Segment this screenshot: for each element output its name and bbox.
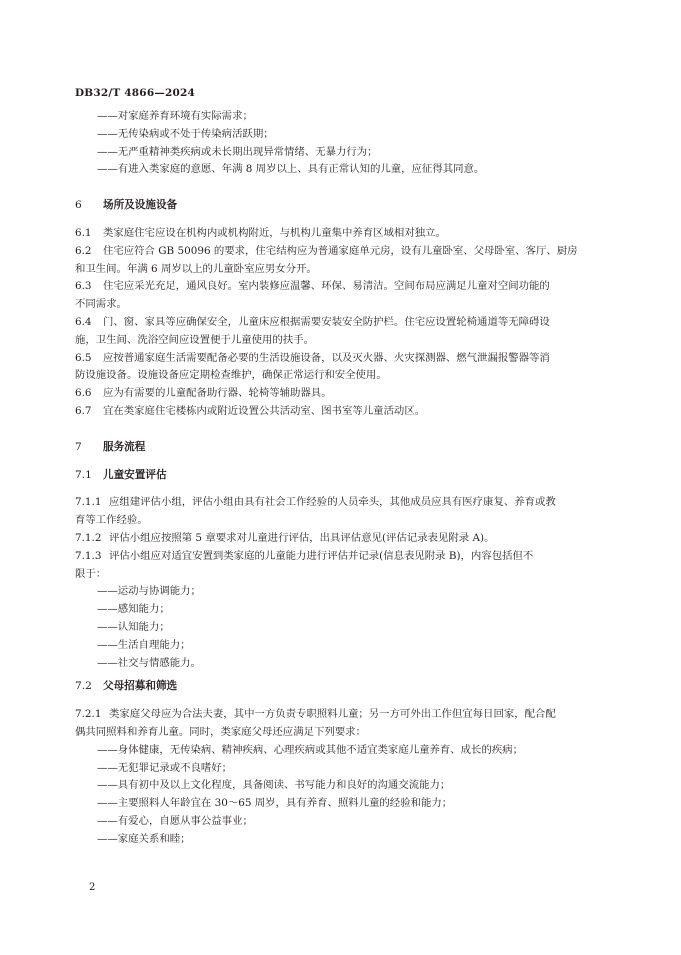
clause-6-6 (75, 385, 607, 403)
list-item: ——生活自理能力； (97, 638, 191, 651)
clause-text-cont: 不同需求。 (75, 298, 127, 311)
list-item: ——有进入类家庭的意愿、年满 8 周岁以上、具有正常认知的儿童，应征得其同意。 (97, 163, 485, 176)
subsection-number: 7.2 (75, 680, 92, 693)
clause-7-1-2 (75, 530, 607, 548)
clause-text-cont: 防设施设备。设施设备应定期检查维护，确保正常运行和安全使用。 (75, 369, 387, 382)
clause-number: 6.1 (75, 226, 92, 239)
clause-text: 应为有需要的儿童配备助行器、轮椅等辅助器具。 (103, 387, 332, 400)
clause-text: 类家庭父母应为合法夫妻，其中一方负责专职照料儿童；另一方可外出工作但宜每日回家，配合配 (109, 708, 556, 721)
subsection-title: 父母招募和筛选 (103, 680, 178, 693)
clause-number: 6.3 (75, 280, 92, 293)
clause-text-cont: 和卫生间。年满 6 周岁以上的儿童卧室应男女分开。 (75, 262, 317, 275)
clause-6-7 (75, 403, 607, 421)
clause-text: 应组建评估小组，评估小组由具有社会工作经验的人员牵头，其他成员应具有医疗康复、养育或教 (109, 496, 556, 509)
clause-text-cont: 偶共同照料和养育儿童。同时，类家庭父母还应满足下列要求： (75, 725, 366, 738)
clause-text-cont: 育等工作经验。 (75, 514, 148, 527)
ability-list (75, 583, 607, 672)
clause-number: 6.5 (75, 351, 92, 364)
clause-7-2-1 (75, 706, 607, 742)
subsection-7-2-heading (75, 678, 607, 696)
list-item: ——无严重精神类疾病或未长期出现异常情绪、无暴力行为； (97, 145, 378, 158)
list-item: ——身体健康，无传染病、精神疾病、心理疾病或其他不适宜类家庭儿童养育、成长的疾病； (97, 743, 524, 756)
list-item: ——感知能力； (97, 603, 170, 616)
clause-7-1-1 (75, 494, 607, 530)
intro-list (75, 108, 607, 179)
clause-text: 评估小组应对适宜安置到类家庭的儿童能力进行评估并记录(信息表见附录 B)，内容包括但不 (109, 549, 534, 562)
clause-text: 门、窗、家具等应确保安全，儿童床应根据需要安装安全防护栏。住宅应设置轮椅通道等无障碍设 (103, 315, 550, 328)
page-body (75, 108, 607, 848)
list-item: ——无传染病或不处于传染病活跃期； (97, 127, 274, 140)
clause-text: 评估小组应按照第 5 章要求对儿童进行评估，出具评估意见(评估记录表见附录 A)。 (109, 531, 495, 544)
list-item: ——无犯罪记录或不良嗜好； (97, 761, 233, 774)
page-number: 2 (89, 882, 96, 893)
section-title: 服务流程 (103, 440, 146, 453)
clause-6-4 (75, 314, 607, 350)
clause-text: 应按普通家庭生活需要配备必要的生活设施设备，以及灭火器、火灾探测器、燃气泄漏报警器等消 (103, 351, 550, 364)
list-item: ——社交与情感能力。 (97, 656, 201, 669)
clause-number: 6.6 (75, 387, 92, 400)
clause-text: 类家庭住宅应设在机构内或机构附近，与机构儿童集中养育区域相对独立。 (103, 226, 446, 239)
clause-text: 住宅应符合 GB 50096 的要求，住宅结构应为普通家庭单元房，设有儿童卧室、父母卧室、客厅、厨房 (103, 244, 578, 257)
document-code: DB32/T 4866—2024 (75, 87, 196, 99)
section-6-heading (75, 197, 607, 215)
clause-6-3 (75, 278, 607, 314)
list-item: ——对家庭养育环境有实际需求； (97, 110, 253, 122)
list-item: ——认知能力； (97, 620, 170, 633)
list-item: ——家庭关系和睦； (97, 832, 191, 845)
list-item: ——有爱心，自愿从事公益事业； (97, 814, 253, 827)
clause-number: 7.2.1 (75, 708, 102, 721)
subsection-7-1-heading (75, 467, 607, 485)
list-item: ——主要照料人年龄宜在 30～65 周岁，具有养育、照料儿童的经验和能力； (97, 797, 453, 810)
subsection-title: 儿童安置评估 (103, 468, 167, 481)
clause-6-2 (75, 243, 607, 279)
clause-6-1 (75, 225, 607, 243)
parent-requirements-list (75, 742, 607, 849)
section-title: 场所及设施设备 (103, 199, 178, 212)
clause-7-1-3 (75, 548, 607, 584)
clause-number: 6.2 (75, 244, 92, 257)
clause-number: 7.1.2 (75, 531, 102, 544)
section-number: 6 (75, 199, 82, 212)
clause-number: 6.7 (75, 404, 92, 417)
section-7-heading (75, 439, 607, 457)
clause-text: 宜在类家庭住宅楼栋内或附近设置公共活动室、图书室等儿童活动区。 (103, 404, 426, 417)
clause-number: 7.1.3 (75, 549, 102, 562)
clause-text: 住宅应采光充足，通风良好。室内装修应温馨、环保、易清洁。空间布局应满足儿童对空间功能的 (103, 280, 550, 293)
clause-text-cont: 限于： (75, 567, 107, 580)
list-item: ——运动与协调能力； (97, 585, 201, 598)
clause-number: 6.4 (75, 315, 92, 328)
list-item: ——具有初中及以上文化程度，具备阅读、书写能力和良好的沟通交流能力； (97, 779, 451, 792)
clause-6-5 (75, 350, 607, 386)
clause-number: 7.1.1 (75, 496, 102, 509)
subsection-number: 7.1 (75, 468, 92, 481)
section-number: 7 (75, 440, 82, 453)
clause-text-cont: 施，卫生间、洗浴空间应设置便于儿童使用的扶手。 (75, 333, 314, 346)
